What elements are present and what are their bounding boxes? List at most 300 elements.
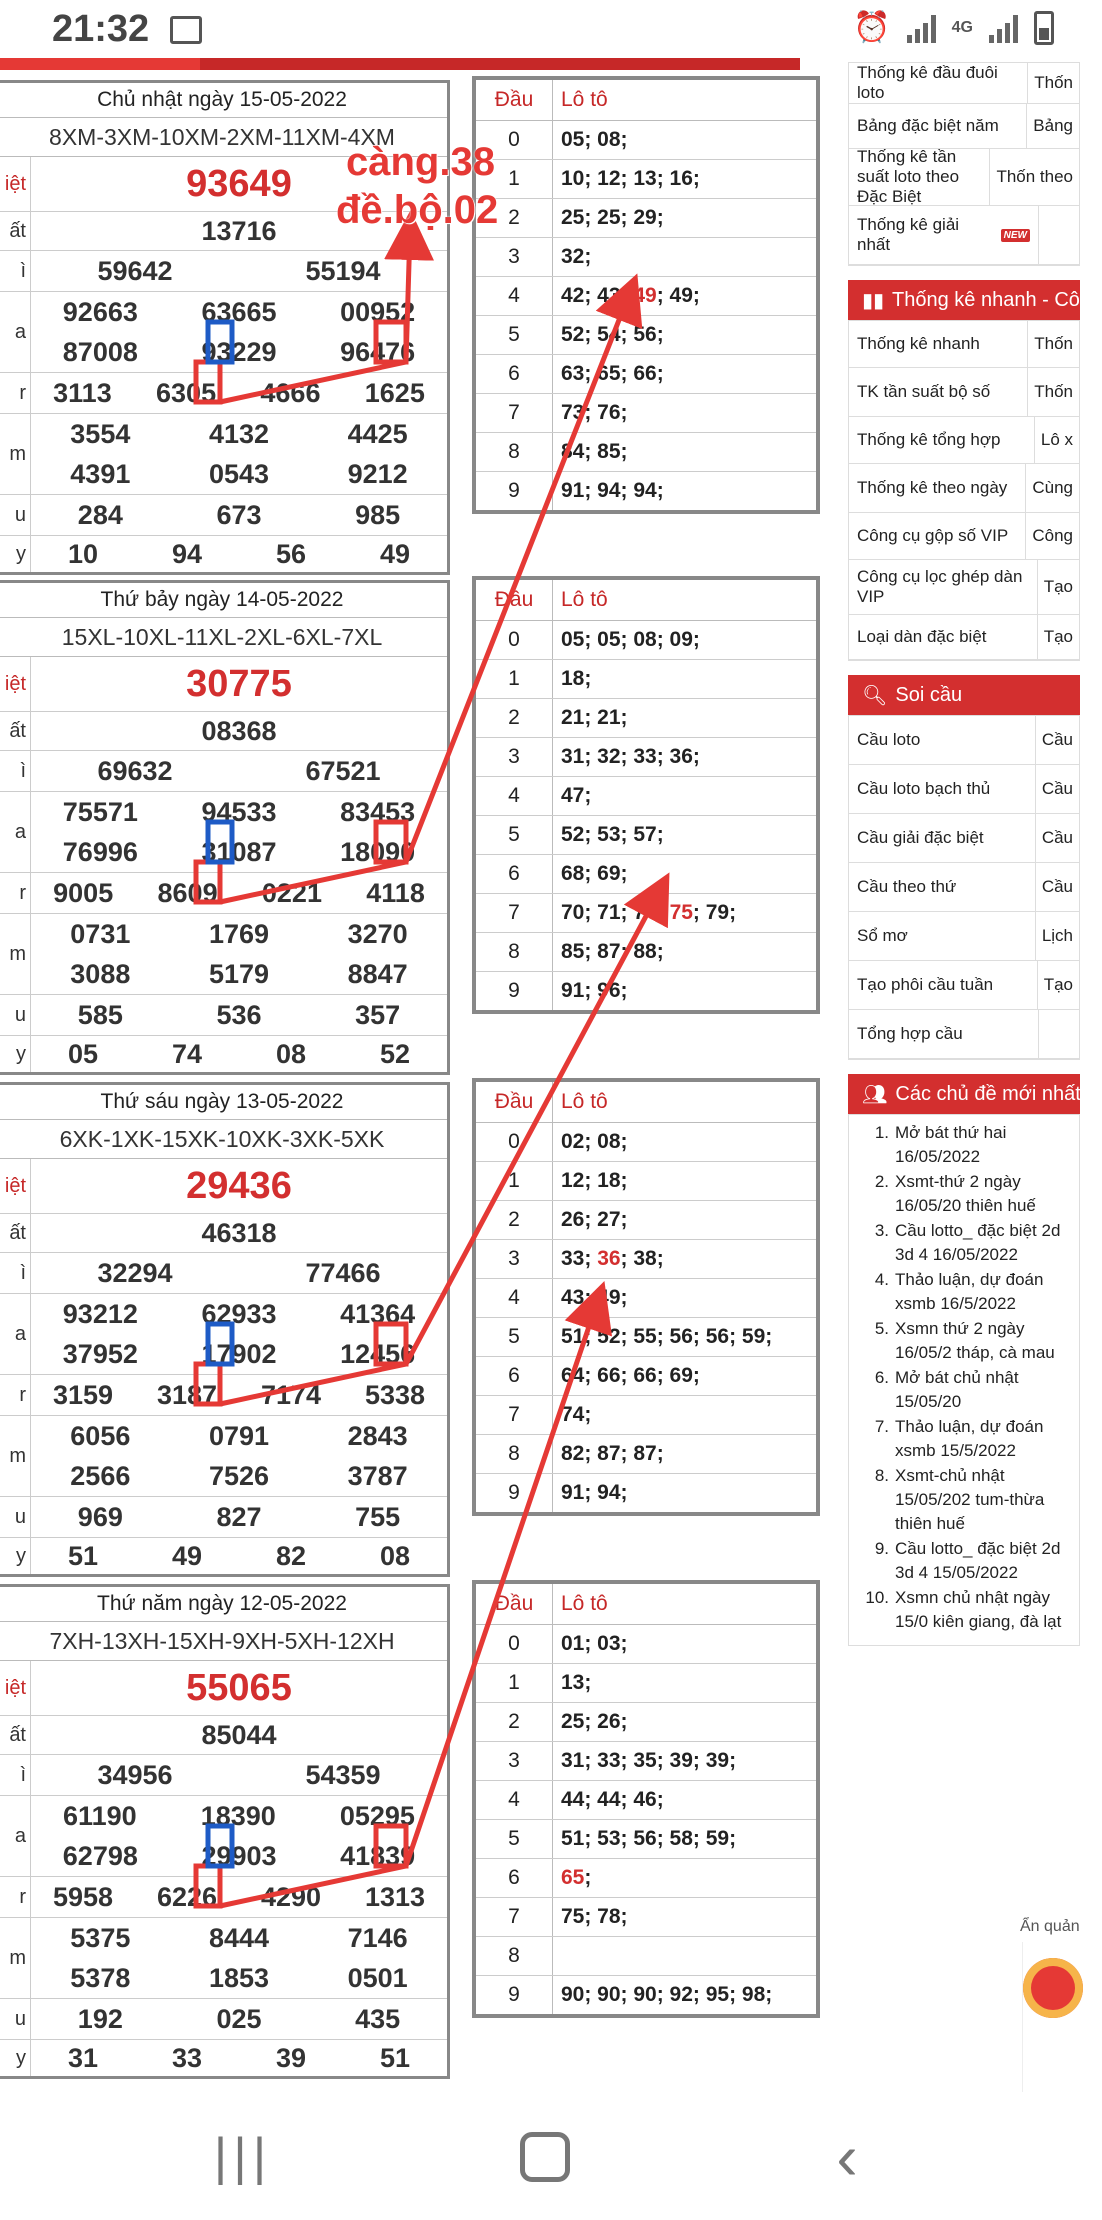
loto-head-digit: 7 xyxy=(476,894,553,932)
prize-label: iệt xyxy=(0,157,31,211)
prize-label: iệt xyxy=(0,657,31,711)
sidebar-link-text[interactable]: Tạo phôi cầu tuần xyxy=(857,975,994,994)
red-highlight-boxes xyxy=(196,322,406,1906)
prize-number: 31 xyxy=(67,2042,99,2073)
prize-number: 6056 xyxy=(70,1420,131,1451)
sidebar-link-desc[interactable]: Cùng xyxy=(1032,478,1073,497)
prize-number: 54359 xyxy=(305,1759,381,1790)
sidebar-link-text[interactable]: Cầu loto xyxy=(857,730,921,749)
prize-number: 8609 xyxy=(157,877,218,908)
sidebar-link-text[interactable]: Công cụ gộp số VIP xyxy=(857,526,1009,545)
prize-number: 985 xyxy=(355,499,401,530)
prize-number: 49 xyxy=(171,1540,203,1571)
topic-number: 8. xyxy=(874,1466,889,1485)
prize-number: 435 xyxy=(355,2003,401,2034)
prize-number: 75571 xyxy=(62,796,138,827)
loto-head-digit: 4 xyxy=(476,777,553,815)
prize-number: 4132 xyxy=(208,418,270,449)
prize-number: 08 xyxy=(379,1540,411,1571)
loto-text: 68; 69; xyxy=(561,862,628,885)
highlight-box xyxy=(196,1364,220,1404)
prize-number: 77466 xyxy=(305,1257,381,1288)
loto-header-dau: Đầu xyxy=(476,80,553,120)
prize-label: ì xyxy=(0,751,31,791)
prize-number: 357 xyxy=(355,999,401,1030)
prize-label: r xyxy=(0,1877,31,1917)
prize-number: 673 xyxy=(216,499,262,530)
sidebar-link-text[interactable]: Thống kê nhanh xyxy=(857,334,980,353)
back-button[interactable]: ‹ xyxy=(836,2121,858,2193)
prize-label: a xyxy=(0,1294,31,1374)
prize-number: 87008 xyxy=(62,336,138,367)
prize-number: 94533 xyxy=(201,796,277,827)
loto-text: 91; 96; xyxy=(561,979,628,1002)
loto-text: 05; 08; xyxy=(561,128,628,151)
prize-label: r xyxy=(0,873,31,913)
prize-number: 59642 xyxy=(97,255,173,286)
prize-label: iệt xyxy=(0,1661,31,1715)
loto-text: 33; xyxy=(561,1247,598,1270)
loto-text: 90; 90; 90; 92; 95; 98; xyxy=(561,1983,773,2006)
sidebar-link-text[interactable]: Thống kê tổng hợp xyxy=(857,430,1001,449)
prize-number: 18390 xyxy=(200,1800,276,1831)
topic-number: 6. xyxy=(874,1368,889,1387)
loto-highlight: 65 xyxy=(561,1866,585,1889)
loto-text: 85; 87; 88; xyxy=(561,940,664,963)
prize-number: 00952 xyxy=(340,296,416,327)
loto-text: 25; 26; xyxy=(561,1710,628,1733)
sidebar-link-text[interactable]: Thống kê đầu đuôi loto xyxy=(857,63,998,102)
prize-number: 8444 xyxy=(208,1922,270,1953)
prize-label: u xyxy=(0,1999,31,2039)
section-topics-title: Các chủ đề mới nhất t xyxy=(895,1082,1092,1105)
loto-head-digit: 1 xyxy=(476,660,553,698)
loto-header-loto: Lô tô xyxy=(561,88,608,111)
connector-line xyxy=(220,230,410,402)
prize-number: 969 xyxy=(77,1501,123,1532)
draw-date: Thứ sáu ngày 13-05-2022 xyxy=(0,1085,447,1120)
topic-link[interactable]: Mở bát thứ hai 16/05/2022 xyxy=(895,1123,1007,1166)
loto-head-digit: 7 xyxy=(476,1898,553,1936)
prize-label: r xyxy=(0,373,31,413)
prize-number: 85044 xyxy=(201,1719,277,1750)
loto-head-digit: 4 xyxy=(476,1279,553,1317)
prize-number: 0791 xyxy=(208,1420,270,1451)
highlight-box xyxy=(208,822,232,862)
sidebar-link-text[interactable]: Thống kê theo ngày xyxy=(857,478,1008,497)
loto-head-digit: 3 xyxy=(476,1240,553,1278)
prize-label: ất xyxy=(0,1214,31,1252)
prize-number: 94 xyxy=(171,538,203,569)
topic-number: 10. xyxy=(865,1588,889,1607)
loto-text: 91; 94; 94; xyxy=(561,479,664,502)
sidebar-link-text[interactable]: Cầu theo thứ xyxy=(857,877,957,896)
topic-link[interactable]: Xsmn chủ nhật ngày 15/0 kiên giang, đà lạt xyxy=(895,1588,1062,1631)
loto-head-digit: 2 xyxy=(476,1201,553,1239)
loto-head-digit: 9 xyxy=(476,472,553,510)
chart-icon: ▮▮ xyxy=(862,289,885,312)
prize-number: 82 xyxy=(275,1540,307,1571)
topic-link[interactable]: Xsmt-chủ nhật 15/05/202 tum-thừa thiên huế xyxy=(895,1466,1045,1533)
loto-text: ; 49; xyxy=(656,284,700,307)
sidebar-link-text[interactable]: Bảng đặc biệt năm xyxy=(857,116,999,135)
annotation-text-line2: đề.bộ.02 xyxy=(336,188,499,232)
loto-text: 10; 12; 13; 16; xyxy=(561,167,700,190)
prize-number: 5338 xyxy=(364,1379,426,1410)
loto-text: 26; 27; xyxy=(561,1208,628,1231)
prize-number: 12456 xyxy=(340,1338,416,1369)
loto-head-digit: 2 xyxy=(476,1703,553,1741)
prize-number: 13716 xyxy=(201,215,277,246)
loto-text: 74; xyxy=(561,1403,592,1426)
prize-label: ất xyxy=(0,712,31,750)
loto-text: 75; 78; xyxy=(561,1905,628,1928)
prize-number: 10 xyxy=(67,538,99,569)
loto-text: 52; 53; 57; xyxy=(561,823,664,846)
prize-number: 9005 xyxy=(53,877,114,908)
prize-number: 827 xyxy=(216,1501,262,1532)
sidebar-link-desc[interactable]: Tạo xyxy=(1043,975,1073,994)
loto-highlight: 49 xyxy=(633,284,657,307)
sidebar-link-desc[interactable]: Tạo xyxy=(1043,627,1073,646)
sidebar-link-text[interactable]: Loại dàn đặc biệt xyxy=(857,627,987,646)
topic-number: 9. xyxy=(874,1539,889,1558)
prize-number: 08368 xyxy=(201,715,277,746)
highlight-box xyxy=(196,362,220,402)
prize-label: a xyxy=(0,292,31,372)
blue-highlight-boxes xyxy=(208,322,232,1866)
topic-link[interactable]: Xsmt-thứ 2 ngày 16/05/20 thiên huế xyxy=(895,1172,1036,1215)
prize-number: 3554 xyxy=(70,418,131,449)
sidebar-link-text[interactable]: Thống kê giải nhất xyxy=(857,215,960,254)
topic-number: 7. xyxy=(874,1417,889,1436)
prize-number: 192 xyxy=(77,2003,123,2034)
topic-number: 3. xyxy=(874,1221,889,1240)
sidebar-link-text[interactable]: Thống kê tần suất loto theo Đặc Biệt xyxy=(857,147,960,206)
sidebar-link-desc[interactable]: Công xyxy=(1032,526,1073,545)
loto-text: 82; 87; 87; xyxy=(561,1442,664,1465)
system-nav-bar xyxy=(0,2097,1080,2220)
loto-text: 47; xyxy=(561,784,592,807)
loto-head-digit: 5 xyxy=(476,1318,553,1356)
highlight-box xyxy=(196,1866,220,1906)
loto-text: 84; 85; xyxy=(561,440,628,463)
highlight-box xyxy=(376,822,406,862)
prize-label: y xyxy=(0,536,31,572)
loto-head-digit: 5 xyxy=(476,1820,553,1858)
prize-number: 55065 xyxy=(186,1666,292,1709)
loto-text: 63; 65; 66; xyxy=(561,362,664,385)
prize-label: r xyxy=(0,1375,31,1415)
sidebar-link-text[interactable]: Sổ mơ xyxy=(857,926,908,945)
prize-number: 8847 xyxy=(347,958,408,989)
prize-number: 31087 xyxy=(201,836,277,867)
loto-text: 21; 21; xyxy=(561,706,628,729)
topic-link[interactable]: Cầu lotto_ đặc biệt 2d 3d 4 15/05/2022 xyxy=(895,1539,1061,1582)
prize-number: 2566 xyxy=(70,1460,131,1491)
sidebar-link-text[interactable]: Cầu loto bạch thủ xyxy=(857,779,991,798)
loto-highlight: 75 xyxy=(669,901,693,924)
loto-head-digit: 3 xyxy=(476,1742,553,1780)
sidebar-link-desc[interactable]: Lịch xyxy=(1041,926,1073,945)
section-quick-stats-title: Thống kê nhanh - Công xyxy=(892,288,1102,311)
loto-text: 12; 18; xyxy=(561,1169,628,1192)
status-time: 21:32 xyxy=(52,8,150,50)
topic-link[interactable]: Cầu lotto_ đặc biệt 2d 3d 4 16/05/2022 xyxy=(895,1221,1061,1264)
prize-number: 5958 xyxy=(52,1881,114,1912)
prize-number: 62798 xyxy=(62,1840,138,1871)
prize-label: y xyxy=(0,2040,31,2076)
prize-number: 7146 xyxy=(347,1922,408,1953)
sidebar-link-desc[interactable]: Cầu xyxy=(1041,779,1073,798)
prize-label: ì xyxy=(0,1755,31,1795)
sidebar-link-desc[interactable]: Thốn xyxy=(1034,334,1073,353)
red-connector-lines xyxy=(220,230,660,1906)
loto-text: 13; xyxy=(561,1671,592,1694)
loto-header-dau: Đầu xyxy=(476,1082,553,1122)
loto-text: 44; 44; 46; xyxy=(561,1788,664,1811)
loto-head-digit: 4 xyxy=(476,1781,553,1819)
prize-number: 3787 xyxy=(347,1460,408,1491)
highlight-box xyxy=(208,322,232,362)
prize-number: 5378 xyxy=(70,1962,131,1993)
topic-number: 5. xyxy=(874,1319,889,1338)
prize-number: 83453 xyxy=(340,796,416,827)
draw-codes: 7XH-13XH-15XH-9XH-5XH-12XH xyxy=(0,1622,447,1661)
loto-head-digit: 6 xyxy=(476,355,553,393)
prize-label: u xyxy=(0,995,31,1035)
sidebar-link-desc[interactable]: Tạo xyxy=(1043,577,1073,596)
topic-link[interactable]: Thảo luận, dự đoán xsmb 16/5/2022 xyxy=(895,1270,1044,1313)
loto-highlight: 36 xyxy=(597,1247,621,1270)
prize-number: 1625 xyxy=(364,377,425,408)
loto-head-digit: 9 xyxy=(476,972,553,1010)
loto-text: 02; 08; xyxy=(561,1130,628,1153)
prize-number: 29903 xyxy=(201,1840,277,1871)
loto-text: ; xyxy=(584,1866,592,1889)
prize-number: 33 xyxy=(171,2042,203,2073)
prize-number: 49 xyxy=(379,538,411,569)
prize-label: m xyxy=(0,914,31,994)
prize-number: 6305 xyxy=(156,377,217,408)
prize-number: 76996 xyxy=(62,836,138,867)
prize-number: 69632 xyxy=(97,755,173,786)
draw-codes: 15XL-10XL-11XL-2XL-6XL-7XL xyxy=(0,618,447,657)
prize-number: 41364 xyxy=(340,1298,416,1329)
prize-label: m xyxy=(0,1416,31,1496)
loto-head-digit: 4 xyxy=(476,277,553,315)
draw-date: Chủ nhật ngày 15-05-2022 xyxy=(0,83,447,118)
recent-apps-button[interactable]: ||| xyxy=(213,2128,273,2186)
prize-number: 67521 xyxy=(305,755,381,786)
prize-number: 18090 xyxy=(340,836,416,867)
loto-text: 51; 53; 56; 58; 59; xyxy=(561,1827,737,1850)
loto-head-digit: 0 xyxy=(476,1625,553,1663)
prize-number: 2843 xyxy=(347,1420,408,1451)
loto-text: 25; 25; 29; xyxy=(561,206,664,229)
loto-text: ; 79; xyxy=(692,901,737,924)
prize-number: 7526 xyxy=(208,1460,270,1491)
sidebar-link-desc[interactable]: Thốn xyxy=(1034,382,1073,401)
sidebar-link-text[interactable]: Cầu giải đặc biệt xyxy=(857,828,984,847)
loto-head-digit: 2 xyxy=(476,699,553,737)
alarm-icon: ⏰ xyxy=(853,11,891,44)
loto-head-digit: 6 xyxy=(476,1859,553,1897)
prize-number: 0501 xyxy=(347,1962,408,1993)
loto-head-digit: 7 xyxy=(476,394,553,432)
loto-header-loto: Lô tô xyxy=(561,588,608,611)
highlight-box xyxy=(376,1324,406,1364)
prize-number: 1853 xyxy=(208,1962,270,1993)
new-badge: NEW xyxy=(1001,229,1030,242)
highlight-box xyxy=(196,862,220,902)
prize-label: ì xyxy=(0,251,31,291)
sidebar-link-desc[interactable]: Lô x xyxy=(1040,430,1073,449)
sidebar-link-text[interactable]: Tổng hợp cầu xyxy=(857,1024,963,1043)
loto-text: 70; 71; 74; xyxy=(561,901,670,924)
prize-number: 62933 xyxy=(201,1298,277,1329)
prize-label: y xyxy=(0,1036,31,1072)
prize-label: ì xyxy=(0,1253,31,1293)
ad-label[interactable]: Ẩn quản xyxy=(1020,1918,1080,1935)
prize-number: 34956 xyxy=(97,1759,173,1790)
sidebar-link-desc[interactable]: Thốn xyxy=(1034,73,1073,92)
home-button[interactable] xyxy=(505,2127,585,2187)
loto-text: 64; 66; 66; 69; xyxy=(561,1364,700,1387)
prize-number: 3270 xyxy=(347,918,408,949)
prize-number: 51 xyxy=(379,2042,411,2073)
loto-text: 31; 32; 33; 36; xyxy=(561,745,700,768)
highlight-box xyxy=(376,1826,406,1866)
prize-number: 755 xyxy=(355,1501,401,1532)
prize-number: 41839 xyxy=(340,1840,416,1871)
prize-number: 17902 xyxy=(201,1338,277,1369)
section-soi-cau-title: Soi cầu xyxy=(895,683,963,706)
loto-head-digit: 0 xyxy=(476,121,553,159)
topic-number: 1. xyxy=(874,1123,889,1142)
draw-codes: 6XK-1XK-15XK-10XK-3XK-5XK xyxy=(0,1120,447,1159)
prize-number: 5179 xyxy=(208,958,270,989)
loto-head-digit: 0 xyxy=(476,621,553,659)
prize-number: 7174 xyxy=(260,1379,322,1410)
prize-label: m xyxy=(0,1918,31,1998)
prize-number: 29436 xyxy=(186,1164,292,1207)
loto-text: 42; 43; xyxy=(561,284,634,307)
prize-number: 3113 xyxy=(53,377,112,408)
prize-number: 0731 xyxy=(70,918,131,949)
annotation-text-line1: càng.38 xyxy=(346,140,495,184)
prize-number: 74 xyxy=(171,1038,203,1069)
prize-label: iệt xyxy=(0,1159,31,1213)
sidebar-link-desc[interactable]: Bảng xyxy=(1033,116,1073,135)
users-icon: 👥︎ xyxy=(862,1083,888,1106)
prize-number: 52 xyxy=(379,1038,411,1069)
loto-header-dau: Đầu xyxy=(476,1584,553,1624)
loto-text: ; 38; xyxy=(620,1247,664,1270)
prize-number: 284 xyxy=(77,499,123,530)
prize-number: 92663 xyxy=(62,296,138,327)
prize-number: 61190 xyxy=(63,1800,137,1831)
prize-number: 63665 xyxy=(201,296,277,327)
loto-text: 32; xyxy=(561,245,592,268)
prize-number: 08 xyxy=(275,1038,307,1069)
prize-number: 1313 xyxy=(364,1881,426,1912)
highlight-box xyxy=(208,1826,232,1866)
loto-head-digit: 2 xyxy=(476,199,553,237)
prize-number: 96476 xyxy=(340,336,416,367)
loto-header-loto: Lô tô xyxy=(561,1090,608,1113)
topic-link[interactable]: Thảo luận, dự đoán xsmb 15/5/2022 xyxy=(895,1417,1044,1460)
highlight-box xyxy=(208,1324,232,1364)
sidebar-link-desc[interactable]: Cầu xyxy=(1041,828,1073,847)
loto-text: 18; xyxy=(561,667,592,690)
sidebar-link-desc[interactable]: Cầu xyxy=(1041,877,1073,896)
topic-link[interactable]: Mở bát chủ nhật 15/05/20 xyxy=(895,1368,1019,1411)
loto-text: 43; 49; xyxy=(561,1286,628,1309)
prize-label: u xyxy=(0,495,31,535)
loto-head-digit: 5 xyxy=(476,316,553,354)
prize-label: u xyxy=(0,1497,31,1537)
home-icon xyxy=(520,2132,570,2182)
prize-number: 93229 xyxy=(201,336,277,367)
loto-head-digit: 3 xyxy=(476,738,553,776)
topic-number: 4. xyxy=(874,1270,889,1289)
loto-head-digit: 7 xyxy=(476,1396,553,1434)
prize-number: 30775 xyxy=(186,662,292,705)
prize-label: a xyxy=(0,792,31,872)
loto-head-digit: 6 xyxy=(476,855,553,893)
prize-label: ất xyxy=(0,1716,31,1754)
prize-number: 32294 xyxy=(97,1257,173,1288)
prize-number: 51 xyxy=(67,1540,99,1571)
prize-number: 55194 xyxy=(305,255,381,286)
loto-header-dau: Đầu xyxy=(476,580,553,620)
sidebar-link-desc[interactable]: Cầu xyxy=(1041,730,1073,749)
loto-head-digit: 8 xyxy=(476,933,553,971)
sidebar-link-desc[interactable]: Thốn theo xyxy=(996,167,1073,186)
draw-codes: 8XM-3XM-10XM-2XM-11XM-4XM xyxy=(0,118,447,157)
loto-text: 91; 94; xyxy=(561,1481,628,1504)
prize-number: 5375 xyxy=(70,1922,131,1953)
loto-text: 51; 52; 55; 56; 56; 59; xyxy=(561,1325,773,1348)
prize-number: 93649 xyxy=(186,162,292,205)
prize-label: a xyxy=(0,1796,31,1876)
prize-number: 4666 xyxy=(260,377,321,408)
prize-number: 93212 xyxy=(62,1298,138,1329)
prize-number: 37952 xyxy=(62,1338,138,1369)
topic-link[interactable]: Xsmn thứ 2 ngày 16/05/2 tháp, cà mau xyxy=(895,1319,1055,1362)
prize-number: 4290 xyxy=(260,1881,322,1912)
loto-text: 05; 05; 08; 09; xyxy=(561,628,700,651)
loto-head-digit: 8 xyxy=(476,433,553,471)
prize-number: 05 xyxy=(67,1038,99,1069)
connector-line xyxy=(220,292,630,902)
prize-number: 4425 xyxy=(347,418,408,449)
loto-head-digit: 8 xyxy=(476,1937,553,1975)
prize-number: 0543 xyxy=(208,458,270,489)
prize-number: 46318 xyxy=(201,1217,277,1248)
prize-number: 585 xyxy=(77,999,123,1030)
prize-number: 3088 xyxy=(70,958,131,989)
loto-head-digit: 0 xyxy=(476,1123,553,1161)
loto-head-digit: 3 xyxy=(476,238,553,276)
prize-number: 56 xyxy=(275,538,307,569)
prize-number: 3159 xyxy=(52,1379,114,1410)
prize-number: 6226 xyxy=(156,1881,218,1912)
network-type-label: 4G xyxy=(951,18,973,36)
sidebar-link-text[interactable]: Công cụ lọc ghép dàn VIP xyxy=(857,567,1023,606)
sidebar-link-text[interactable]: TK tần suất bộ số xyxy=(857,382,991,401)
